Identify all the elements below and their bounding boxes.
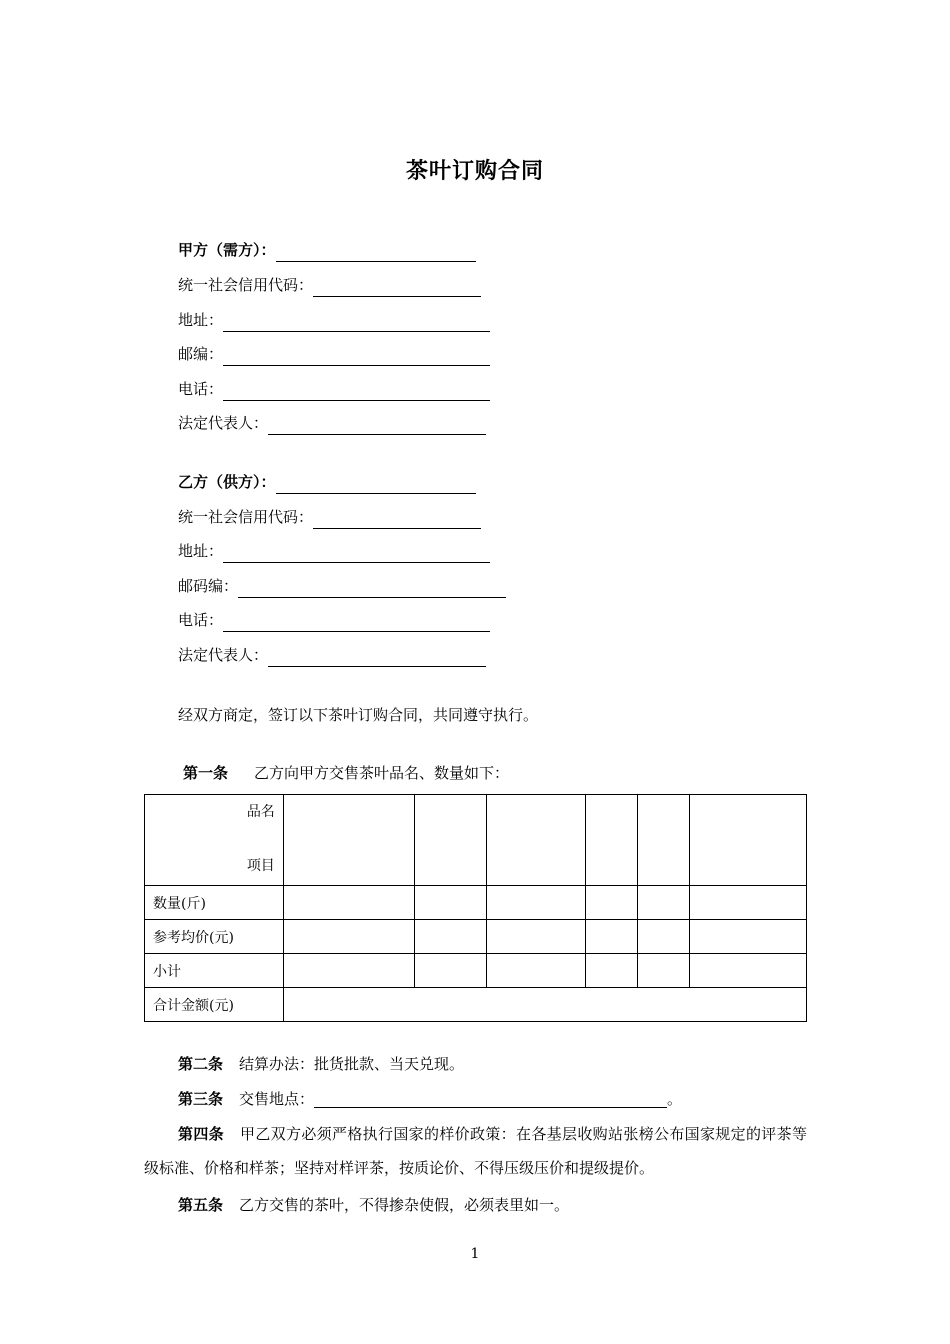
party-a-heading: 甲方（需方）： bbox=[178, 241, 276, 259]
total-cell[interactable] bbox=[283, 988, 806, 1022]
field-blank bbox=[223, 613, 490, 632]
article-4-text: 甲乙双方必须严格执行国家的样价政策：在各基层收购站张榜公布国家规定的评茶等级标准、价格和样茶；坚持对样评茶，按质论价、不得压级压价和提级提价。 bbox=[144, 1125, 807, 1177]
header-product-name: 品名 bbox=[246, 804, 275, 820]
party-a-heading-line bbox=[178, 238, 476, 262]
field-label: 电话： bbox=[178, 611, 224, 629]
party-a-phone-line bbox=[178, 377, 490, 401]
article-4-head: 第四条 bbox=[178, 1125, 224, 1143]
table-cell[interactable] bbox=[414, 886, 487, 920]
table-cell[interactable] bbox=[586, 795, 638, 886]
party-b-name-blank bbox=[276, 475, 476, 494]
table-header-cell bbox=[145, 795, 284, 886]
article-1-text: 乙方向甲方交售茶叶品名、数量如下： bbox=[254, 764, 510, 782]
party-b-heading-line bbox=[178, 470, 476, 494]
field-label: 电话： bbox=[178, 380, 224, 398]
article-5-head: 第五条 bbox=[178, 1196, 224, 1214]
table-cell[interactable] bbox=[690, 886, 807, 920]
table-cell[interactable] bbox=[638, 795, 690, 886]
header-item: 项目 bbox=[246, 858, 275, 874]
table-cell[interactable] bbox=[586, 920, 638, 954]
table-cell[interactable] bbox=[638, 954, 690, 988]
field-label: 统一社会信用代码： bbox=[178, 276, 314, 294]
document-title: 茶叶订购合同 bbox=[405, 159, 544, 184]
field-blank bbox=[223, 544, 490, 563]
field-label: 邮码编： bbox=[178, 577, 239, 595]
field-blank bbox=[223, 313, 490, 332]
table-cell[interactable] bbox=[283, 954, 414, 988]
table-cell[interactable] bbox=[586, 886, 638, 920]
party-b-postcode-line bbox=[178, 574, 506, 598]
table-cell[interactable] bbox=[690, 795, 807, 886]
table-cell[interactable] bbox=[487, 795, 586, 886]
table-row bbox=[145, 954, 807, 988]
party-b-legal-rep-line bbox=[178, 643, 486, 667]
table-cell[interactable] bbox=[414, 920, 487, 954]
field-label: 统一社会信用代码： bbox=[178, 508, 314, 526]
field-blank bbox=[313, 278, 481, 297]
field-blank bbox=[238, 579, 506, 598]
article-2 bbox=[178, 1052, 464, 1076]
row-label: 参考均价(元) bbox=[145, 920, 284, 954]
table-row bbox=[145, 920, 807, 954]
article-1 bbox=[183, 761, 509, 785]
table-cell[interactable] bbox=[414, 795, 487, 886]
page-number: 1 bbox=[470, 1246, 480, 1262]
article-5 bbox=[178, 1193, 569, 1217]
party-a-credit-code-line bbox=[178, 273, 481, 297]
party-b-credit-code-line bbox=[178, 505, 481, 529]
table-cell[interactable] bbox=[690, 920, 807, 954]
field-label: 地址： bbox=[178, 542, 224, 560]
table-cell[interactable] bbox=[638, 920, 690, 954]
table-cell[interactable] bbox=[487, 920, 586, 954]
table-cell[interactable] bbox=[283, 920, 414, 954]
party-a-address-line bbox=[178, 308, 490, 332]
table-cell[interactable] bbox=[487, 886, 586, 920]
field-blank bbox=[223, 382, 490, 401]
party-b-phone-line bbox=[178, 608, 490, 632]
intro-paragraph: 经双方商定，签订以下茶叶订购合同，共同遵守执行。 bbox=[178, 706, 539, 724]
party-a-postcode-line bbox=[178, 342, 490, 366]
table-cell[interactable] bbox=[586, 954, 638, 988]
article-2-text: 结算办法：批货批款、当天兑现。 bbox=[239, 1055, 465, 1073]
article-5-text: 乙方交售的茶叶，不得掺杂使假，必须表里如一。 bbox=[239, 1196, 570, 1214]
article-1-head: 第一条 bbox=[183, 764, 229, 782]
party-b-address-line bbox=[178, 539, 490, 563]
table-total-row bbox=[145, 988, 807, 1022]
table-cell[interactable] bbox=[638, 886, 690, 920]
article-3-text: 交售地点： bbox=[239, 1090, 315, 1108]
table-cell[interactable] bbox=[487, 954, 586, 988]
article-2-head: 第二条 bbox=[178, 1055, 224, 1073]
party-a-name-blank bbox=[276, 243, 476, 262]
row-label: 数量(斤) bbox=[145, 886, 284, 920]
field-label: 邮编： bbox=[178, 345, 224, 363]
article-3-end: 。 bbox=[667, 1090, 683, 1108]
article-3-head: 第三条 bbox=[178, 1090, 224, 1108]
table-cell[interactable] bbox=[283, 795, 414, 886]
field-blank bbox=[268, 416, 486, 435]
table-cell[interactable] bbox=[690, 954, 807, 988]
article-4 bbox=[144, 1117, 807, 1185]
party-a-legal-rep-line bbox=[178, 411, 486, 435]
party-b-heading: 乙方（供方）： bbox=[178, 473, 276, 491]
goods-table bbox=[144, 794, 807, 1022]
table-cell[interactable] bbox=[283, 886, 414, 920]
article-3 bbox=[178, 1087, 682, 1111]
field-label: 法定代表人： bbox=[178, 646, 269, 664]
row-label: 小计 bbox=[145, 954, 284, 988]
location-blank bbox=[314, 1089, 667, 1108]
table-row bbox=[145, 886, 807, 920]
field-label: 法定代表人： bbox=[178, 414, 269, 432]
table-header-row bbox=[145, 795, 807, 886]
field-label: 地址： bbox=[178, 311, 224, 329]
field-blank bbox=[313, 510, 481, 529]
field-blank bbox=[223, 347, 490, 366]
row-label: 合计金额(元) bbox=[145, 988, 284, 1022]
table-cell[interactable] bbox=[414, 954, 487, 988]
field-blank bbox=[268, 648, 486, 667]
